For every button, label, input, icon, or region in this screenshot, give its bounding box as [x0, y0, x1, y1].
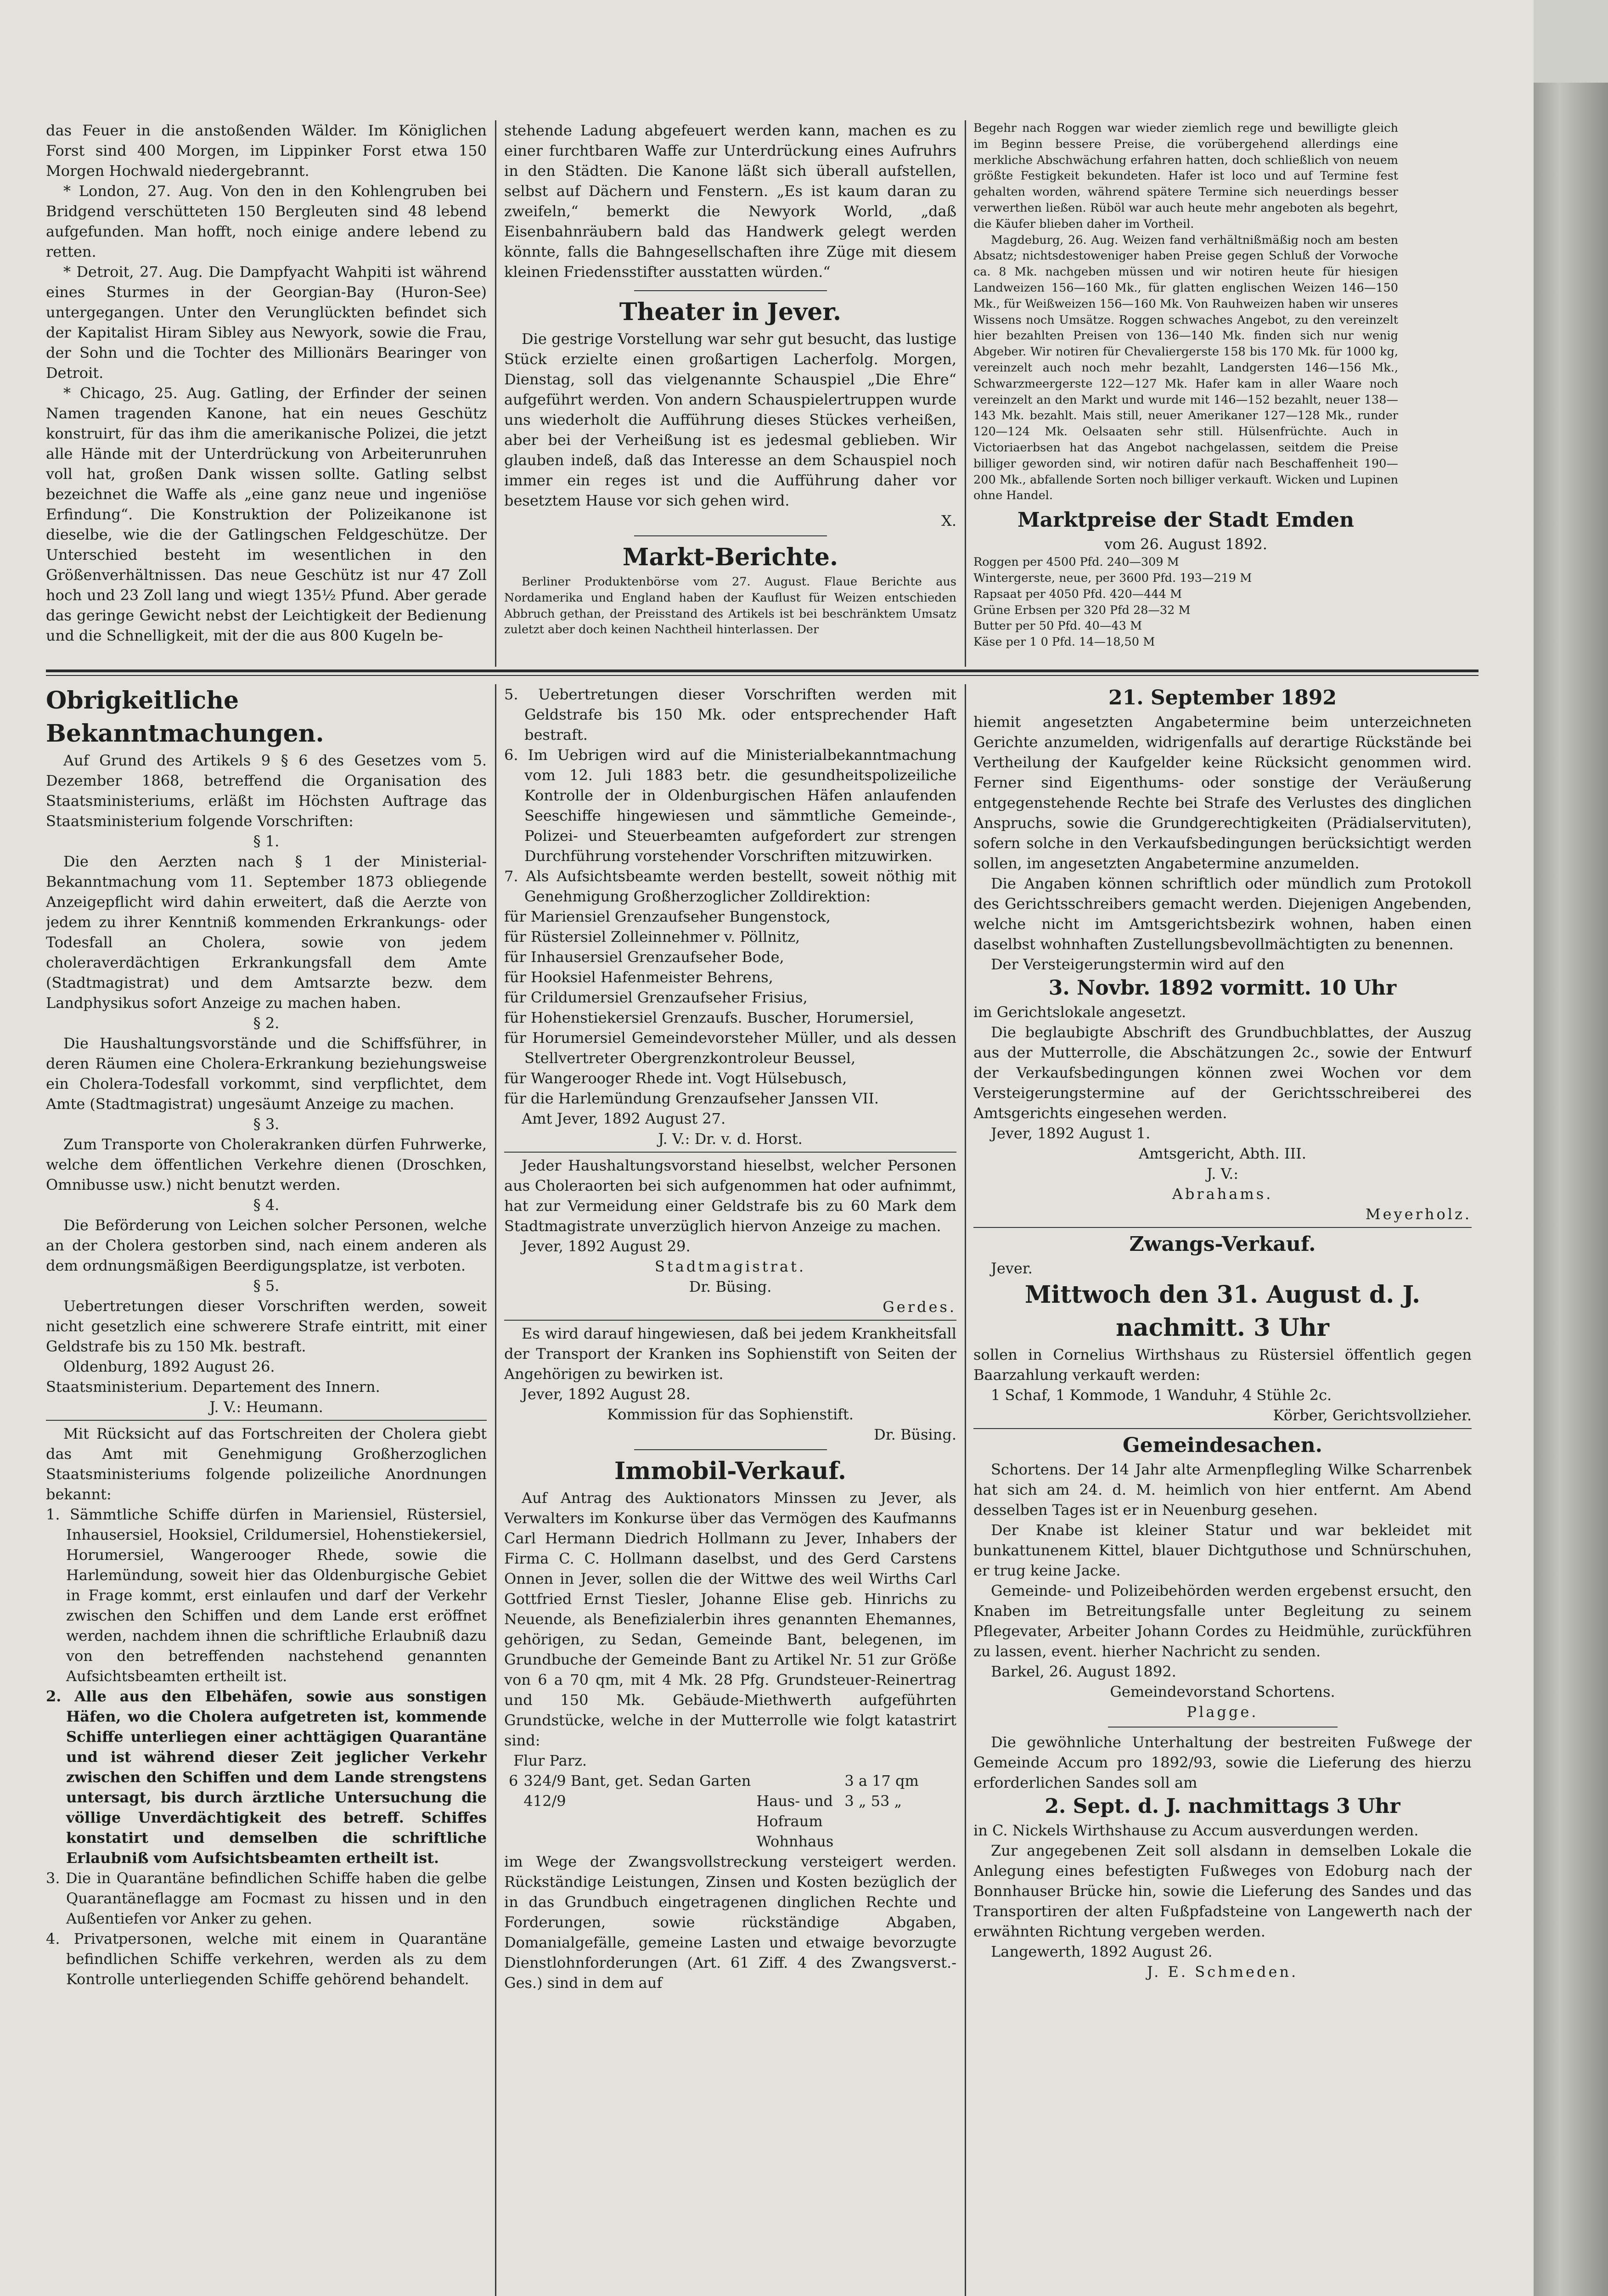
- zwangs-sign: Körber, Gerichtsvollzieher.: [1273, 1407, 1472, 1424]
- zwangs-time: nachmitt. 3 Uhr: [1116, 1314, 1329, 1342]
- versteigerung-date: 3. Novbr. 1892 vormitt. 10 Uhr: [1048, 976, 1397, 1000]
- immobil-text: Auf Antrag des Auktionators Minssen zu Jever, als Verwalters im Konkurse über das Vermögen des Kaufmanns Carl Hermann Diedrich Hollmann zu Jever, Inhabers der Firma C. C. Hollmann daselbst, und des Gerd Carstens Onnen in Jever, sollen die der Wittwe des weil Wirths Carl Gottfried Ernst Tiesler, Johanne Elise geb. Hinrichs zu Neuende, als Benefizialerbin ihres genannten Ehemannes, gehörigen, zu Sedan, Gemeinde Bant, belegenen, im Grundbuche der Gemeinde Bant zu Artikel Nr. 51 zur Größe von 6 a 70 qm, mit 4 Mk. 28 Pfg. Grundsteuer-Reinertrag und 150 Mk. Gebäude-Miethwerth aufgeführten Grundstücke, welche in der Mutterrolle wie folgt katastrirt sind:: [504, 1489, 956, 1749]
- cholera-item: 3. Die in Quarantäne befindlichen Schiffe haben die gelbe Quarantäneflagge am Focmast zu hissen und in den Außentiefen vor Anker zu gehen.: [46, 1869, 487, 1927]
- cholera-item: 1. Sämmtliche Schiffe dürfen in Mariensiel, Rüstersiel, Inhausersiel, Hooksiel, Crildumersiel, Hohenstiekersiel, Horumersiel, Wangerooger Rhede, sowie die Harlemündung, soweit hier das Oldenburgische Gebiet in Frage kommt, erst einlaufen und darf der Verkehr zwischen den Schiffen und dem Lande erst eröffnet werden, nachdem ihnen die schriftliche Erlaubniß dazu von den betreffenden nachstehend genannten Aufsichtsbeamten ertheilt ist.: [46, 1506, 487, 1685]
- accum-text: in C. Nickels Wirthshause zu Accum ausverdungen werden.: [973, 1822, 1419, 1839]
- obrig-date: Oldenburg, 1892 August 26.: [63, 1358, 275, 1375]
- obrig-sign: J. V.: Heumann.: [209, 1398, 323, 1416]
- paragraph-number: § 4.: [253, 1196, 280, 1214]
- column-3-bottom: [973, 684, 1472, 2296]
- plan-table: [509, 1771, 924, 1851]
- column-divider: [495, 684, 496, 2296]
- plan-header: Flur Parz.: [513, 1752, 587, 1769]
- notice-date: Jever, 1892 August 29.: [522, 1238, 691, 1255]
- termin-text: hiemit angesetzten Angabetermine beim unterzeichneten Gerichte anzumelden, widrigenfalls auf derartige Rückstände bei Vertheilung der Kaufgelder keine Rücksicht genommen wird. Ferner sind Eigenthums- oder sonstige der Veräußerung entgegenstehende Rechte bei Strafe des Verlustes des dinglichen Anspruchs, sowie die Grundgerechtigkeiten (Prädialservituten), sofern solche in den Verkaufsbedingungen berücksichtigt werden sollen, im angesetzten Angabetermine anzumelden.: [973, 713, 1472, 872]
- termin-heading: 21. September 1892: [1108, 686, 1337, 709]
- table-cell: 6: [509, 1772, 518, 1790]
- paragraph-number: § 5.: [253, 1277, 280, 1294]
- paragraph-number: § 1.: [253, 833, 280, 850]
- table-cell: 324/9 Bant, get. Sedan Garten: [523, 1772, 751, 1790]
- notice-org: Kommission für das Sophienstift.: [607, 1406, 854, 1423]
- zwangs-text: sollen in Cornelius Wirthshaus zu Rüstersiel öffentlich gegen Baarzahlung verkauft werden:: [973, 1346, 1472, 1384]
- gemeinde-date: Barkel, 26. August 1892.: [991, 1663, 1176, 1680]
- zwangs-place: Jever.: [991, 1260, 1033, 1277]
- paragraph-number: § 3.: [253, 1115, 280, 1133]
- termin-text: Die beglaubigte Abschrift des Grundbuchblattes, der Auszug aus der Mutterrolle, die Abschätzungen 2c., sowie der Entwurf der Verkaufsbedingungen können zwei Wochen vor dem Versteigerungstermine auf der Gerichtsschreiberei des Amtsgerichts eingesehen werden.: [973, 1024, 1472, 1122]
- paragraph-text: Zum Transporte von Cholerakranken dürfen Fuhrwerke, welche dem öffentlichen Verkehre dienen (Droschken, Omnibusse usw.) nicht benutzt werden.: [46, 1136, 487, 1193]
- termin-text: Der Versteigerungstermin wird auf den: [991, 956, 1285, 973]
- table-row: [509, 1771, 924, 1791]
- aufseher-entry: für die Harlemündung Grenzaufseher Janssen VII.: [504, 1090, 879, 1107]
- section-rule: [46, 670, 1479, 672]
- divider: [973, 1227, 1472, 1228]
- markt-cont: Begehr nach Roggen war wieder ziemlich rege und bewilligte gleich im Beginn bessere Preise, die vorübergehend allerdings eine merkliche Abschwächung erfahren hatten, doch schließlich von neuem größte Festigkeit bekundeten. Hafer ist loco und auf Termine fest gehalten worden, während spätere Termine sich neuerdings besser verwerthen ließen. Rüböl war auch heute mehr angeboten als begehrt, die Käufer blieben daher im Vortheil.: [973, 121, 1398, 231]
- gemeinde-text: Schortens. Der 14 Jahr alte Armenpflegling Wilke Scharrenbek hat sich am 24. d. M. heimlich von hier entfernt. Am Abend desselben Tages ist er in Neuenburg gesehen.: [973, 1461, 1472, 1519]
- article-fire: das Feuer in die anstoßenden Wälder. Im Königlichen Forst sind 400 Morgen, im Lippinker Forst etwa 150 Morgen Hochwald niedergebrannt.: [46, 122, 487, 180]
- obrig-intro: Auf Grund des Artikels 9 § 6 des Gesetzes vom 5. Dezember 1868, betreffend die Organisation des Staatsministeriums, erläßt im Höchsten Auftrage das Staatsministerium folgende Vorschriften:: [46, 752, 487, 830]
- price-row: Butter per 50 Pfd. 40—43 M: [973, 619, 1142, 633]
- gemeinde-heading: Gemeindesachen.: [1123, 1434, 1322, 1457]
- theater-sign: X.: [941, 512, 956, 529]
- cholera-item: 4. Privatpersonen, welche mit einem in Quarantäne befindlichen Schiffe verkehren, werden als zu dem Kontrolle unterliegenden Schiffe gehörend behandelt.: [46, 1930, 487, 1988]
- aufseher-entry: für Crildumersiel Grenzaufseher Frisius,: [504, 989, 808, 1006]
- price-row: Roggen per 4500 Pfd. 240—309 M: [973, 555, 1179, 569]
- zwangs-date: Mittwoch den 31. August d. J.: [1024, 1281, 1421, 1309]
- column-2-top: [504, 120, 956, 662]
- column-2-bottom: [504, 684, 956, 2296]
- aufseher-entry: für Horumersiel Gemeindevorsteher Müller, und als dessen Stellvertreter Obergrenzkontroleur Beussel,: [504, 1029, 956, 1067]
- accum-date2: Langewerth, 1892 August 26.: [991, 1943, 1213, 1960]
- table-cell: 412/9: [523, 1792, 566, 1810]
- termin-text: Die Angaben können schriftlich oder mündlich zum Protokoll des Gerichtsschreibers gemacht werden. Diejenigen Angebenden, welche nicht im Amtsgerichtsbezirk wohnen, haben einen daselbst wohnhaften Zustellungsbevollmächtigten zu benennen.: [973, 875, 1472, 953]
- zwangs-heading: Zwangs-Verkauf.: [1129, 1232, 1316, 1256]
- divider: [46, 1420, 487, 1421]
- book-edge: [1534, 83, 1608, 2296]
- accum-text: Zur angegebenen Zeit soll alsdann in demselben Lokale die Anlegung eines befestigten Fußweges von Edoburg nach der Bonnhauser Brücke hin, sowie die Lieferung des Sandes und das Transportiren der alten Fußpfadsteine von Langewerth nach der erwähnten Richtung vergeben werden.: [973, 1842, 1472, 1940]
- notice-date: Jever, 1892 August 28.: [522, 1385, 691, 1403]
- haushalt-notice: Jeder Haushaltungsvorstand hieselbst, welcher Personen aus Choleraorten bei sich aufgenommen hat oder aufnimmt, hat zur Vermeidung einer Geldstrafe bis zu 60 Mark dem Stadtmagistrate unverzüglich hiervon Anzeige zu machen.: [504, 1157, 956, 1235]
- obrig-dept: Staatsministerium. Departement des Innern.: [46, 1378, 380, 1396]
- table-row: [509, 1791, 924, 1851]
- section-rule-thin: [46, 675, 1479, 676]
- cholera-item: 6. Im Uebrigen wird auf die Ministerialbekanntmachung vom 12. Juli 1883 betr. die gesundheitspolizeiliche Kontrolle der in Oldenburgischen Häfen anlaufenden Seeschiffe hingewiesen und sämmtliche Gemeinde-, Polizei- und Steuerbeamten aufgefordert zur strengen Durchführung vorstehender Vorschriften mitzuwirken.: [504, 746, 956, 865]
- cholera-item: 2. Alle aus den Elbehäfen, sowie aus sonstigen Häfen, wo die Cholera aufgetreten ist, kommende Schiffe unterliegen einer achttägigen Quarantäne und ist während dieser Zeit jeglicher Verkehr zwischen den Schiffen und dem Lande strengstens untersagt, bis durch ärztliche Untersuchung die völlige Unverdächtigkeit des betreff. Schiffes konstatirt und demselben die schriftliche Erlaubniß vom Aufsichtsbeamten ertheilt ist.: [46, 1688, 487, 1867]
- column-3-top: [973, 120, 1398, 664]
- accum-sign: J. E. Schmeden.: [1147, 1963, 1299, 1981]
- article-chicago: * Chicago, 25. Aug. Gatling, der Erfinder der seinen Namen tragenden Kanone, hat ein neues Geschütz konstruirt, für das ihm die amerikanische Polizei, die jetzt alle Hände mit der Unterdrückung von Arbeiterunruhen voll hat, großen Dank wissen sollte. Gatling selbst bezeichnet die Waffe als „eine ganz neue und ingeniöse Erfindung“. Die Konstruktion der Polizeikanone ist dieselbe, wie die der Gatlingschen Feldgeschütze. Der Unterschied besteht im wesentlichen in den Größenverhältnissen. Das neue Geschütz ist nur 47 Zoll hoch und 23 Zoll lang und wiegt 135½ Pfund. Aber gerade das geringe Gewicht nebst der Leichtigkeit der Bedienung und die Schnelligkeit, mit der die aus 800 Kugeln be-: [46, 384, 487, 644]
- markt-text: Berliner Produktenbörse vom 27. August. Flaue Berichte aus Nordamerika und England haben der Kauflust für Weizen entschieden Abbruch gethan, der Preisstand des Artikels ist bei beschränktem Umsatz zuletzt aber doch keinen Nachtheil hinterlassen. Der: [504, 575, 956, 637]
- court-name: Amtsgericht, Abth. III.: [1139, 1145, 1306, 1162]
- table-cell: [509, 1791, 523, 1851]
- aufseher-entry: für Inhausersiel Grenzaufseher Bode,: [504, 948, 784, 966]
- divider: [634, 535, 827, 536]
- court-sign2: Meyerholz.: [1365, 1205, 1472, 1223]
- gemeinde-sign: Plagge.: [1186, 1703, 1259, 1721]
- table-cell: 3 „ 53 „: [844, 1792, 902, 1810]
- article-detroit: * Detroit, 27. Aug. Die Dampfyacht Wahpiti ist während eines Sturmes in der Georgian-Bay (Huron-See) untergegangen. Unter den Verunglückten befindet sich der Kapitalist Hiram Sibley aus Newyork, sowie die Frau, der Sohn und die Tochter des Millionärs Bearinger von Detroit.: [46, 263, 487, 382]
- paragraph-text: Uebertretungen dieser Vorschriften werden, soweit nicht gesetzlich eine schwerere Strafe eintritt, mit einer Geldstrafe bis zu 150 Mk. bestraft.: [46, 1297, 487, 1355]
- divider: [504, 1320, 956, 1321]
- table-cell: Haus- und Hofraum Wohnhaus: [756, 1792, 834, 1850]
- divider: [634, 1449, 827, 1450]
- markt-heading: Markt-Berichte.: [622, 543, 838, 571]
- zwangs-items: 1 Schaf, 1 Kommode, 1 Wanduhr, 4 Stühle 2c.: [991, 1386, 1332, 1404]
- notice-sign: Dr. Büsing.: [874, 1426, 956, 1443]
- paragraph-text: Die Haushaltungsvorstände und die Schiffsführer, in deren Räumen eine Cholera-Erkrankung beziehungsweise ein Cholera-Todesfall vorkommt, sind verpflichtet, dem Amte (Stadtmagistrat) ungesäumt Anzeige zu machen.: [46, 1035, 487, 1113]
- aufseher-entry: für Hohenstiekersiel Grenzaufs. Buscher, Horumersiel,: [504, 1009, 914, 1026]
- court-date: Jever, 1892 August 1.: [991, 1125, 1151, 1142]
- article-chicago-cont: stehende Ladung abgefeuert werden kann, machen es zu einer furchtbaren Waffe zur Unterdrückung eines Aufruhrs in den Städten. Die Kanone läßt sich überall aufstellen, selbst auf Dächern und Fenstern. „Es ist kaum daran zu zweifeln,“ bemerkt die Newyork World, „daß Eisenbahnräubern bald das Handwerk gelegt werden könnte, falls die Bahngesellschaften ihre Züge mit diesem kleinen Friedensstifter ausstatten würden.“: [504, 122, 956, 281]
- paragraph-text: Die Beförderung von Leichen solcher Personen, welche an der Cholera gestorben sind, nach einem anderen als dem ordnungsmäßigen Beerdigungsplatze, ist verboten.: [46, 1216, 487, 1274]
- immobil-text-cont: im Wege der Zwangsvollstreckung versteigert werden. Rückständige Leistungen, Zinsen und Kosten bezüglich der in das Grundbuch eingetragenen dinglichen Rechte und Forderungen, sowie rückständige Abgaben, Domanialgefälle, gemeine Lasten und etwaige bevorzugte Dienstlohnforderungen (Art. 61 Ziff. 4 des Zwangsverst.-Ges.) sind in dem auf: [504, 1853, 956, 1992]
- paragraph-number: § 2.: [253, 1014, 280, 1032]
- notice-sign: Dr. Büsing.: [689, 1278, 772, 1295]
- gemeinde-org: Gemeindevorstand Schortens.: [1110, 1683, 1335, 1700]
- notice-sign: Gerdes.: [883, 1298, 956, 1316]
- price-row: Wintergerste, neue, per 3600 Pfd. 193—219 M: [973, 571, 1252, 585]
- column-divider: [965, 684, 966, 2296]
- aufseher-entry: für Wangerooger Rhede int. Vogt Hülsebusch,: [504, 1069, 847, 1087]
- aufseher-entry: für Mariensiel Grenzaufseher Bungenstock,: [504, 908, 831, 925]
- notice-org: Stadtmagistrat.: [654, 1258, 806, 1275]
- price-row: Rapsaat per 4050 Pfd. 420—444 M: [973, 587, 1182, 601]
- accum-text: Die gewöhnliche Unterhaltung der bestreiten Fußwege der Gemeinde Accum pro 1892/93, sowie die Lieferung des hierzu erforderlichen Sandes soll am: [973, 1733, 1472, 1791]
- aufseher-entry: für Rüstersiel Zolleinnehmer v. Pöllnitz,: [504, 928, 800, 945]
- court-sign: Abrahams.: [1172, 1185, 1273, 1203]
- divider: [634, 290, 827, 291]
- gemeinde-text: Gemeinde- und Polizeibehörden werden ergebenst ersucht, den Knaben im Betreitungsfalle unter Begleitung zu seinem Pflegevater, Arbeiter Johann Cordes zu Heidmühle, zurückführen zu lassen, event. hierher Nachricht zu senden.: [973, 1582, 1472, 1660]
- table-cell: 3 a 17 qm: [844, 1772, 919, 1790]
- theater-heading: Theater in Jever.: [619, 298, 842, 326]
- amt-sign: J. V.: Dr. v. d. Horst.: [658, 1130, 803, 1148]
- aufseher-entry: für Hooksiel Hafenmeister Behrens,: [504, 968, 773, 986]
- gemeinde-text: Der Knabe ist kleiner Statur und war bekleidet mit bunkattunenem Kittel, blauer Dichtguthose und Schnürschuhen, er trug keine Jacke.: [973, 1521, 1472, 1579]
- column-divider: [495, 120, 496, 667]
- price-row: Grüne Erbsen per 320 Pfd 28—32 M: [973, 603, 1191, 617]
- divider: [1108, 1727, 1338, 1728]
- divider: [504, 1152, 956, 1153]
- article-london: * London, 27. Aug. Von den in den Kohlengruben bei Bridgend verschütteten 150 Bergleuten sind 48 lebend aufgefunden. Man hofft, noch einige andere lebend zu retten.: [46, 182, 487, 260]
- price-row: Käse per 1 0 Pfd. 14—18,50 M: [973, 635, 1155, 649]
- cholera-item: 7. Als Aufsichtsbeamte werden bestellt, soweit nöthig mit Genehmigung Großherzoglicher Zolldirektion:: [504, 867, 956, 905]
- obrig-heading: Obrigkeitliche Bekanntmachungen.: [46, 687, 324, 748]
- paragraph-text: Die den Aerzten nach § 1 der Ministerial-Bekanntmachung vom 11. September 1873 obliegende Anzeigepflicht wird dahin erweitert, daß die Aerzte von jedem zu ihrer Kenntniß kommenden Erkrankungs- oder Todesfall an Cholera, sowie von jedem choleraverdächtigen Erkrankungsfall dem Amte (Stadtmagistrat) und dem Amtsarzte bezw. dem Landphysikus sofort Anzeige zu machen haben.: [46, 853, 487, 1012]
- cholera-item: 5. Uebertretungen dieser Vorschriften werden mit Geldstrafe bis 150 Mk. oder entsprechender Haft bestraft.: [504, 686, 956, 743]
- column-1-top: [46, 120, 487, 662]
- markt-magdeburg: Magdeburg, 26. Aug. Weizen fand verhältnißmäßig noch am besten Absatz; nichtsdestoweniger haben Preise gegen Schluß der Vorwoche ca. 8 Mk. nachgeben müssen und wir notiren heute für hiesigen Landweizen 156—160 Mk., für glatten englischen Weizen 146—150 Mk., für Weißweizen 156—160 Mk. Von Rauhweizen haben wir unseres Wissens noch Umsätze. Roggen schwaches Angebot, zu den vereinzelt hier bezahlten Preisen von 136—140 Mk. finden sich nur wenig Abgeber. Wir notiren für Chevaliergerste 158 bis 170 Mk. für 1000 kg, vereinzelt auch noch mehr bezahlt, Landgersten 146—156 Mk., Schwarzmeergerste 122—127 Mk. Hafer kam in aller Waare noch vereinzelt an den Markt und wurde mit 146—152 bezahlt, neuer 138—143 Mk. bezahlt. Mais still, neuer Amerikaner 127—128 Mk., runder 120—124 Mk. Oelsaaten sehr still. Hülsenfrüchte. Auch in Victoriaerbsen hat das Angebot nachgelassen, seitdem die Preise billiger geworden sind, wir notiren dafür nach Beschaffenheit 190—200 Mk., abfallende Sorten noch billiger verkauft. Wicken und Lupinen ohne Handel.: [973, 233, 1398, 503]
- kranken-notice: Es wird darauf hingewiesen, daß bei jedem Krankheitsfall der Transport der Kranken ins Sophienstift von Seiten der Angehörigen zu bewirken ist.: [504, 1325, 956, 1383]
- theater-text: Die gestrige Vorstellung war sehr gut besucht, das lustige Stück erzielte einen großartigen Lacherfolg. Morgen, Dienstag, soll das vielgenannte Schauspiel „Die Ehre“ aufgeführt werden. Von andern Schauspielertruppen wurde uns wiederholt die Aufführung dieses Stückes verheißen, aber bei der Verheißung ist es jedesmal geblieben. Wir glauben indeß, daß das Interesse an dem Schauspiel noch immer ein reges ist und die Aufführung daher vor besetztem Hause vor sich gehen wird.: [504, 330, 956, 509]
- table-cell: [756, 1771, 844, 1791]
- marktpreise-heading: Marktpreise der Stadt Emden: [1017, 508, 1355, 532]
- termin-text: im Gerichtslokale angesetzt.: [973, 1003, 1186, 1021]
- amt-date: Amt Jever, 1892 August 27.: [522, 1110, 726, 1127]
- divider: [973, 1428, 1472, 1429]
- court-jv: J. V.:: [1206, 1165, 1239, 1182]
- accum-date: 2. Sept. d. J. nachmittags 3 Uhr: [1045, 1795, 1400, 1818]
- column-divider: [965, 120, 966, 667]
- marktpreise-date: vom 26. August 1892.: [1104, 535, 1267, 553]
- cholera-intro: Mit Rücksicht auf das Fortschreiten der Cholera giebt das Amt mit Genehmigung Großherzoglichen Staatsministeriums folgende polizeiliche Anordnungen bekannt:: [46, 1425, 487, 1503]
- immobil-heading: Immobil-Verkauf.: [614, 1457, 846, 1485]
- column-1-bottom: [46, 684, 487, 2296]
